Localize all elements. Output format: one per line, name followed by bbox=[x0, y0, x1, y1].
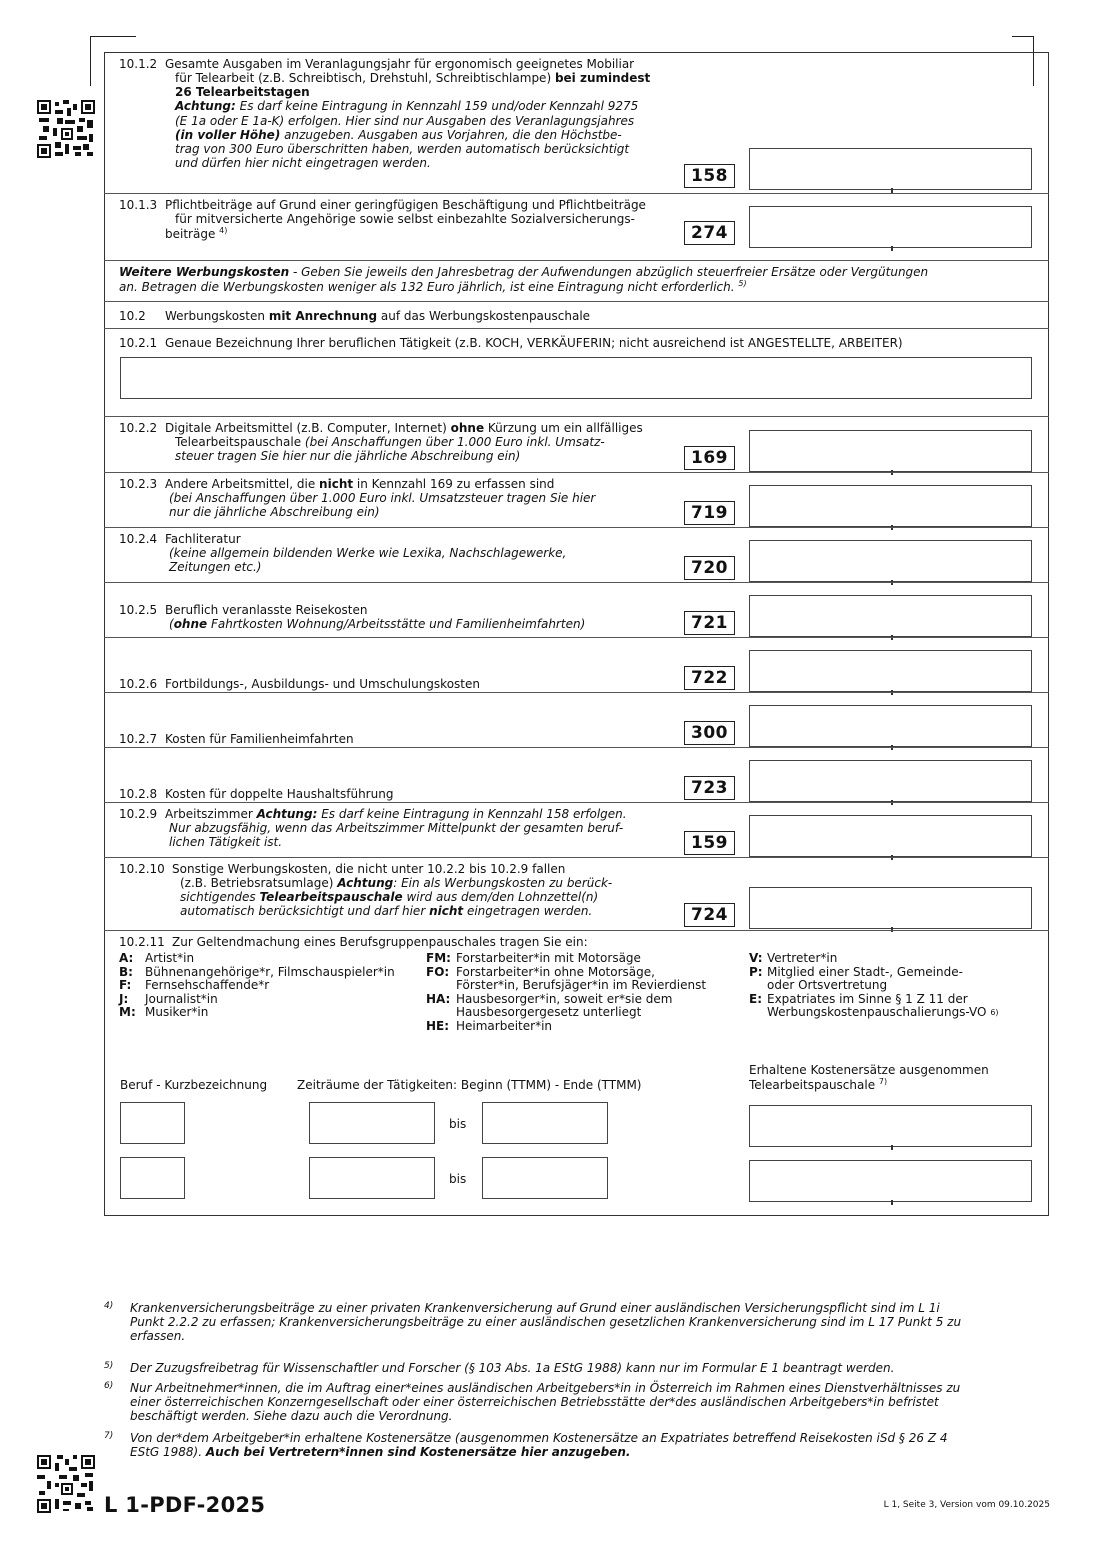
divider bbox=[104, 930, 1049, 931]
divider bbox=[104, 637, 1049, 638]
page-info: L 1, Seite 3, Version vom 09.10.2025 bbox=[883, 1500, 1050, 1510]
qr-code-icon bbox=[37, 100, 95, 158]
footnote-6: 6) Nur Arbeitnehmer*innen, die im Auftrag einer*eines ausländischen Arbeitgebers*in in Österreich im Rahmen eines Dienstverhältnisses zu einer österreichischen Konzerngesellschaft oder einer österreichischen Betriebsstätte der*des ausländischen Arbeitgebers*in befristet beschäftigt werden. Siehe dazu auch die Verordnung. bbox=[104, 1381, 961, 1423]
divider bbox=[104, 802, 1049, 803]
section-10-2-text: Werbungskosten mit Anrechnung auf das Werbungskostenpauschale bbox=[165, 309, 591, 323]
section-10-2-3-text: Andere Arbeitsmittel, die nicht in Kennzahl 169 zu erfassen sind (bei Anschaffungen über 1.000 Euro inkl. Umsatzsteuer tragen Sie hier nur die jährliche Abschreibung ein) bbox=[165, 477, 596, 520]
amount-field-723[interactable] bbox=[749, 760, 1032, 802]
weitere-werbungskosten-note: Weitere Werbungskosten - Geben Sie jeweils den Jahresbetrag der Aufwendungen abzüglich steuerfreier Ersätze oder Vergütungen an. Betragen die Werbungskosten weniger als 132 Euro jährlich, ist eine Eintragung nicht erforderlich. $^{5)}$ bbox=[119, 265, 929, 295]
kostenersatz-input-2[interactable] bbox=[749, 1160, 1032, 1202]
section-10-2-10-text: Sonstige Werbungskosten, die nicht unter 10.2.2 bis 10.2.9 fallen (z.B. Betriebsratsumlage) Achtung: Ein als Werbungskosten zu berück- sichtigendes Telearbeitspauschale wird aus dem/den Lohnzettel(n) automatisch berücksichtigt und darf hier nicht eingetragen werden. bbox=[172, 862, 613, 919]
amount-field-169[interactable] bbox=[749, 430, 1032, 472]
kennzahl-720: 720 bbox=[684, 556, 735, 580]
period-end-input-2[interactable] bbox=[482, 1157, 608, 1199]
kennzahl-300: 300 bbox=[684, 721, 735, 745]
kennzahl-719: 719 bbox=[684, 501, 735, 525]
kennzahl-159: 159 bbox=[684, 831, 735, 855]
footnote-7: 7) Von der*dem Arbeitgeber*in erhaltene Kostenersätze (ausgenommen Kostenersätze an Expatriates betreffend Reisekosten iSd § 26 Z 4 EStG 1988). Auch bei Vertretern*innen sind Kostenersätze hier anzugeben. bbox=[104, 1431, 948, 1459]
divider bbox=[104, 692, 1049, 693]
amount-field-720[interactable] bbox=[749, 540, 1032, 582]
amount-field-158[interactable] bbox=[749, 148, 1032, 190]
amount-field-300[interactable] bbox=[749, 705, 1032, 747]
divider bbox=[104, 747, 1049, 748]
form-id: L 1-PDF-2025 bbox=[104, 1493, 266, 1517]
kennzahl-169: 169 bbox=[684, 446, 735, 470]
divider bbox=[104, 328, 1049, 329]
kennzahl-158: 158 bbox=[684, 164, 735, 188]
amount-field-722[interactable] bbox=[749, 650, 1032, 692]
kennzahl-274: 274 bbox=[684, 221, 735, 245]
section-number-10-2-4: 10.2.4 bbox=[119, 532, 158, 546]
section-number-10-2-7: 10.2.7 bbox=[119, 732, 158, 746]
footnote-4: 4) Krankenversicherungsbeiträge zu einer privaten Krankenversicherung auf Grund einer ausländischen Versicherungspflicht sind im L 1i Punkt 2.2.2 zu erfassen; Krankenversicherungsbeiträge zu einer ausländischen gesetzlichen Krankenversicherung sind im L 17 Punkt 5 zu erfassen. bbox=[104, 1301, 962, 1343]
section-number-10-2-5: 10.2.5 bbox=[119, 603, 158, 617]
section-number-10-2: 10.2 bbox=[119, 309, 146, 323]
section-number-10-2-8: 10.2.8 bbox=[119, 787, 158, 801]
divider bbox=[104, 582, 1049, 583]
kennzahl-721: 721 bbox=[684, 611, 735, 635]
section-10-2-6-text: Fortbildungs-, Ausbildungs- und Umschulungskosten bbox=[165, 677, 480, 691]
beruf-code-input-2[interactable] bbox=[120, 1157, 185, 1199]
berufsgruppen-list-3: V: Vertreter*in P: Mitglied einer Stadt-, Gemeinde- oder Ortsvertretung E: Expatriates im Sinne § 1 Z 11 der Werbungskostenpauschalierungs-VO 6) bbox=[749, 951, 999, 1019]
section-number-10-2-1: 10.2.1 bbox=[119, 336, 158, 350]
footnote-5: 5) Der Zuzugsfreibetrag für Wissenschaftler und Forscher (§ 103 Abs. 1a EStG 1988) kann nur im Formular E 1 beantragt werden. bbox=[104, 1361, 895, 1375]
divider bbox=[104, 260, 1049, 261]
kennzahl-722: 722 bbox=[684, 666, 735, 690]
amount-field-721[interactable] bbox=[749, 595, 1032, 637]
section-number-10-2-9: 10.2.9 bbox=[119, 807, 158, 821]
section-10-2-7-text: Kosten für Familienheimfahrten bbox=[165, 732, 354, 746]
section-10-1-3-text: Pflichtbeiträge auf Grund einer geringfügigen Beschäftigung und Pflichtbeiträge für mitversicherte Angehörige sowie selbst einbezahlte Sozialversicherungs- beiträge $^{4)}$ bbox=[165, 198, 646, 242]
berufsgruppen-list-1: A: Artist*in B: Bühnenangehörige*r, Filmschauspieler*in F: Fernsehschaffende*r J: Journalist*in M: Musiker*in bbox=[119, 951, 395, 1019]
kennzahl-724: 724 bbox=[684, 903, 735, 927]
berufsgruppen-list-2: FM: Forstarbeiter*in mit Motorsäge FO: Forstarbeiter*in ohne Motorsäge, Förster*in, Berufsjäger*in im Revierdienst HA: Hausbesorger*in, soweit er*sie dem Hausbesorgergesetz unterliegt HE: Heimarbeiter*in bbox=[426, 951, 707, 1033]
section-10-2-2-text: Digitale Arbeitsmittel (z.B. Computer, Internet) ohne Kürzung um ein allfälliges Telearbeitspauschale (bei Anschaffungen über 1.000 Euro inkl. Umsatz- steuer tragen Sie hier nur die jährliche Abschreibung ein) bbox=[165, 421, 643, 464]
section-number-10-2-2: 10.2.2 bbox=[119, 421, 158, 435]
section-10-2-8-text: Kosten für doppelte Haushaltsführung bbox=[165, 787, 394, 801]
divider bbox=[104, 857, 1049, 858]
section-10-2-11-text: Zur Geltendmachung eines Berufsgruppenpauschales tragen Sie ein: bbox=[172, 935, 588, 949]
bis-label: bis bbox=[449, 1172, 467, 1186]
kennzahl-723: 723 bbox=[684, 776, 735, 800]
divider bbox=[104, 193, 1049, 194]
section-number-10-2-6: 10.2.6 bbox=[119, 677, 158, 691]
beruf-code-input-1[interactable] bbox=[120, 1102, 185, 1144]
section-number-10-2-10: 10.2.10 bbox=[119, 862, 165, 876]
section-10-2-5-text: Beruflich veranlasste Reisekosten (ohne Fahrtkosten Wohnung/Arbeitsstätte und Familienheimfahrten) bbox=[165, 603, 586, 632]
section-10-2-9-text: Arbeitszimmer Achtung: Es darf keine Eintragung in Kennzahl 158 erfolgen. Nur abzugsfähig, wenn das Arbeitszimmer Mittelpunkt der gesamten beruf- lichen Tätigkeit ist. bbox=[165, 807, 627, 850]
divider bbox=[104, 527, 1049, 528]
zeitraum-label: Zeiträume der Tätigkeiten: Beginn (TTMM) - Ende (TTMM) bbox=[297, 1078, 642, 1092]
section-number-10-1-2: 10.1.2 bbox=[119, 57, 158, 71]
section-10-2-1-text: Genaue Bezeichnung Ihrer beruflichen Tätigkeit (z.B. KOCH, VERKÄUFERIN; nicht ausreichend ist ANGESTELLTE, ARBEITER) bbox=[165, 336, 903, 350]
section-10-1-2-text: Gesamte Ausgaben im Veranlagungsjahr für ergonomisch geeignetes Mobiliar für Telearbeit (z.B. Schreibtisch, Drehstuhl, Schreibtischlampe) bei zumindest 26 Telearbeitstagen Achtung: Es darf keine Eintragung in Kennzahl 159 und/oder Kennzahl 9275 (E 1a oder E 1a-K) erfolgen. Hier sind nur Ausgaben des Veranlagungsjahres (in voller Höhe) anzugeben. Ausgaben aus Vorjahren, die den Höchstbe- trag von 300 Euro überschritten haben, werden automatisch berücksichtigt und dürfen hier nicht eingetragen werden. bbox=[165, 57, 651, 171]
divider bbox=[104, 472, 1049, 473]
occupation-input[interactable] bbox=[120, 357, 1032, 399]
amount-field-274[interactable] bbox=[749, 206, 1032, 248]
amount-field-724[interactable] bbox=[749, 887, 1032, 929]
period-start-input-2[interactable] bbox=[309, 1157, 435, 1199]
period-start-input-1[interactable] bbox=[309, 1102, 435, 1144]
qr-code-icon bbox=[37, 1455, 95, 1513]
beruf-label: Beruf - Kurzbezeichnung bbox=[120, 1078, 268, 1092]
section-10-2-4-text: Fachliteratur (keine allgemein bildenden Werke wie Lexika, Nachschlagewerke, Zeitungen etc.) bbox=[165, 532, 567, 575]
bis-label: bis bbox=[449, 1117, 467, 1131]
kostenersatz-input-1[interactable] bbox=[749, 1105, 1032, 1147]
amount-field-159[interactable] bbox=[749, 815, 1032, 857]
period-end-input-1[interactable] bbox=[482, 1102, 608, 1144]
kostenersaetze-label: Erhaltene Kostenersätze ausgenommen Telearbeitspauschale $^{7)}$ bbox=[749, 1063, 989, 1093]
amount-field-719[interactable] bbox=[749, 485, 1032, 527]
section-number-10-1-3: 10.1.3 bbox=[119, 198, 158, 212]
section-number-10-2-3: 10.2.3 bbox=[119, 477, 158, 491]
section-number-10-2-11: 10.2.11 bbox=[119, 935, 165, 949]
divider bbox=[104, 301, 1049, 302]
divider bbox=[104, 416, 1049, 417]
